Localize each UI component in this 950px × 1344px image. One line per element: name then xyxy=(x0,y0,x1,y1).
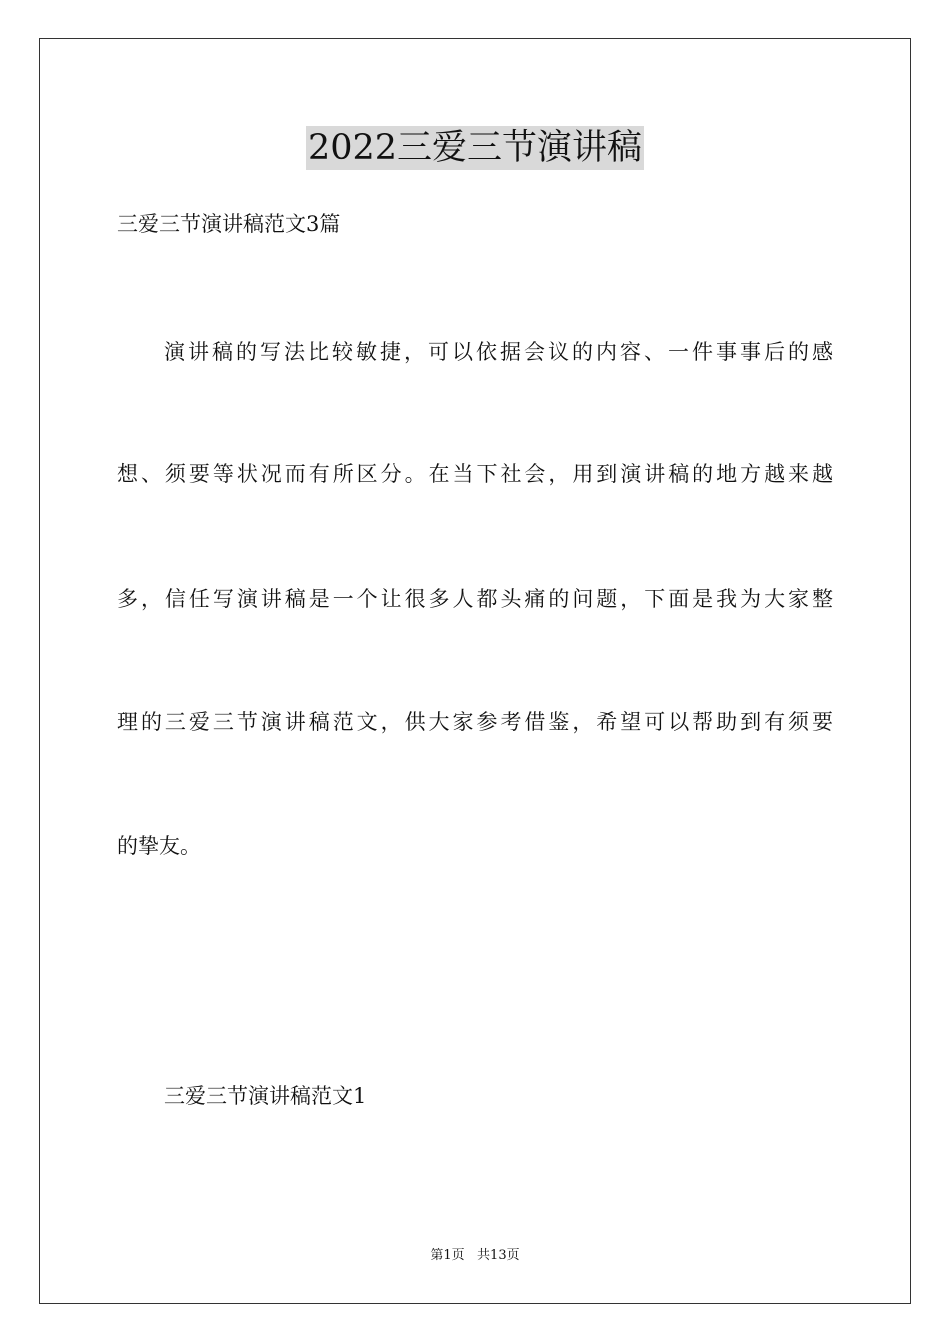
intro-line-5: 的挚友。 xyxy=(117,834,201,858)
title-container xyxy=(0,126,950,170)
page-footer: 第1页 共13页 xyxy=(430,1248,520,1263)
document-title: 2022三爱三节演讲稿 xyxy=(307,128,643,168)
section-heading: 三爱三节演讲稿范文1 xyxy=(164,1084,367,1108)
intro-line-1: 演讲稿的写法比较敏捷，可以依据会议的内容、一件事事后的感 xyxy=(164,340,833,364)
intro-line-2: 想、须要等状况而有所区分。在当下社会，用到演讲稿的地方越来越 xyxy=(117,462,833,486)
intro-line-4: 理的三爱三节演讲稿范文，供大家参考借鉴，希望可以帮助到有须要 xyxy=(117,710,833,734)
intro-line-3: 多，信任写演讲稿是一个让很多人都头痛的问题，下面是我为大家整 xyxy=(117,587,833,611)
document-subtitle: 三爱三节演讲稿范文3篇 xyxy=(117,212,341,236)
